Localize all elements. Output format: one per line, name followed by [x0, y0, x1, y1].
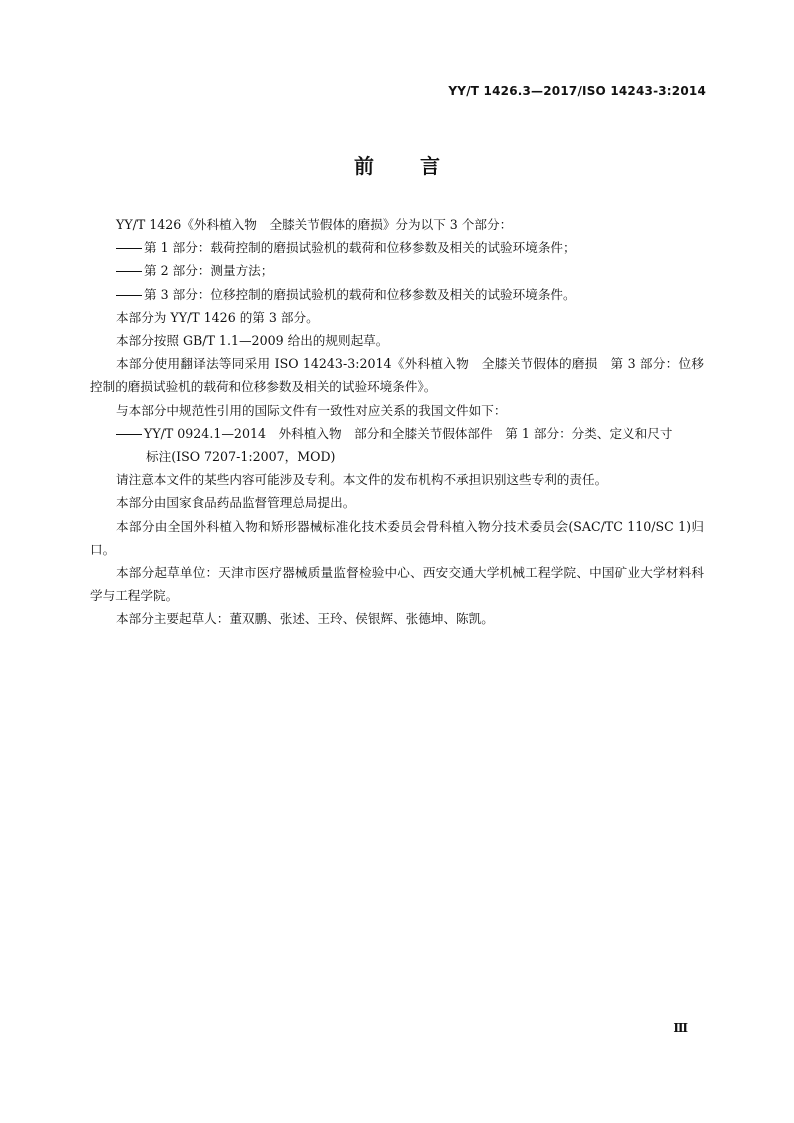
list-item-text: 第 3 部分：位移控制的磨损试验机的载荷和位移参数及相关的试验环境条件。 — [144, 286, 576, 302]
page-number: Ⅲ — [673, 1021, 688, 1035]
list-item-text: 第 1 部分：载荷控制的磨损试验机的载荷和位移参数及相关的试验环境条件； — [144, 240, 576, 256]
foreword-body — [90, 213, 704, 631]
paragraph-translation: 本部分使用翻译法等同采用 ISO 14243-3:2014《外科植入物 全膝关节假体的磨损 第 3 部分：位移控制的磨损试验机的载荷和位移参数及相关的试验环境条件》。 — [90, 356, 704, 395]
em-dash-mark — [116, 248, 142, 249]
title-char-1: 前 — [354, 154, 374, 178]
paragraph-drafting-units: 本部分起草单位：天津市医疗器械质量监督检验中心、西安交通大学机械工程学院、中国矿业大学材料科学与工程学院。 — [90, 565, 704, 604]
paragraph-drafters: 本部分主要起草人：董双鹏、张述、王玲、侯银辉、张德坤、陈凯。 — [116, 611, 494, 627]
paragraph-correspondence-intro: 与本部分中规范性引用的国际文件有一致性对应关系的我国文件如下： — [116, 402, 507, 418]
paragraph-proposed-by: 本部分由国家食品药品监督管理总局提出。 — [116, 495, 356, 511]
list-item-text: YY/T 0924.1—2014 外科植入物 部分和全膝关节假体部件 第 1 部分：分类、定义和尺寸 — [144, 425, 673, 441]
em-dash-mark — [116, 271, 142, 272]
paragraph-this-part: 本部分为 YY/T 1426 的第 3 部分。 — [116, 309, 319, 325]
em-dash-mark — [116, 434, 142, 435]
paragraph-patent-notice: 请注意本文件的某些内容可能涉及专利。本文件的发布机构不承担识别这些专利的责任。 — [116, 472, 608, 488]
paragraph-intro: YY/T 1426《外科植入物 全膝关节假体的磨损》分为以下 3 个部分： — [116, 217, 513, 232]
list-item-part-1 — [90, 236, 704, 259]
list-item-line-2: 标注(ISO 7207-1:2007，MOD) — [146, 449, 336, 465]
list-item-text: 第 2 部分：测量方法； — [144, 263, 274, 279]
standard-number-header: YY/T 1426.3—2017/ISO 14243-3:2014 — [448, 84, 706, 98]
list-item-part-2 — [90, 259, 704, 282]
list-item-correspondence — [90, 422, 704, 468]
list-item-line-1 — [90, 422, 704, 445]
list-item-part-3 — [90, 283, 704, 306]
paragraph-drafting-rules: 本部分按照 GB/T 1.1—2009 给出的规则起草。 — [116, 333, 389, 349]
paragraph-centralized-by: 本部分由全国外科植入物和矫形器械标准化技术委员会骨科植入物分技术委员会(SAC/TC 110/SC 1)归口。 — [90, 518, 704, 557]
title-char-2: 言 — [420, 154, 440, 178]
page-title — [0, 150, 794, 179]
em-dash-mark — [116, 295, 142, 296]
